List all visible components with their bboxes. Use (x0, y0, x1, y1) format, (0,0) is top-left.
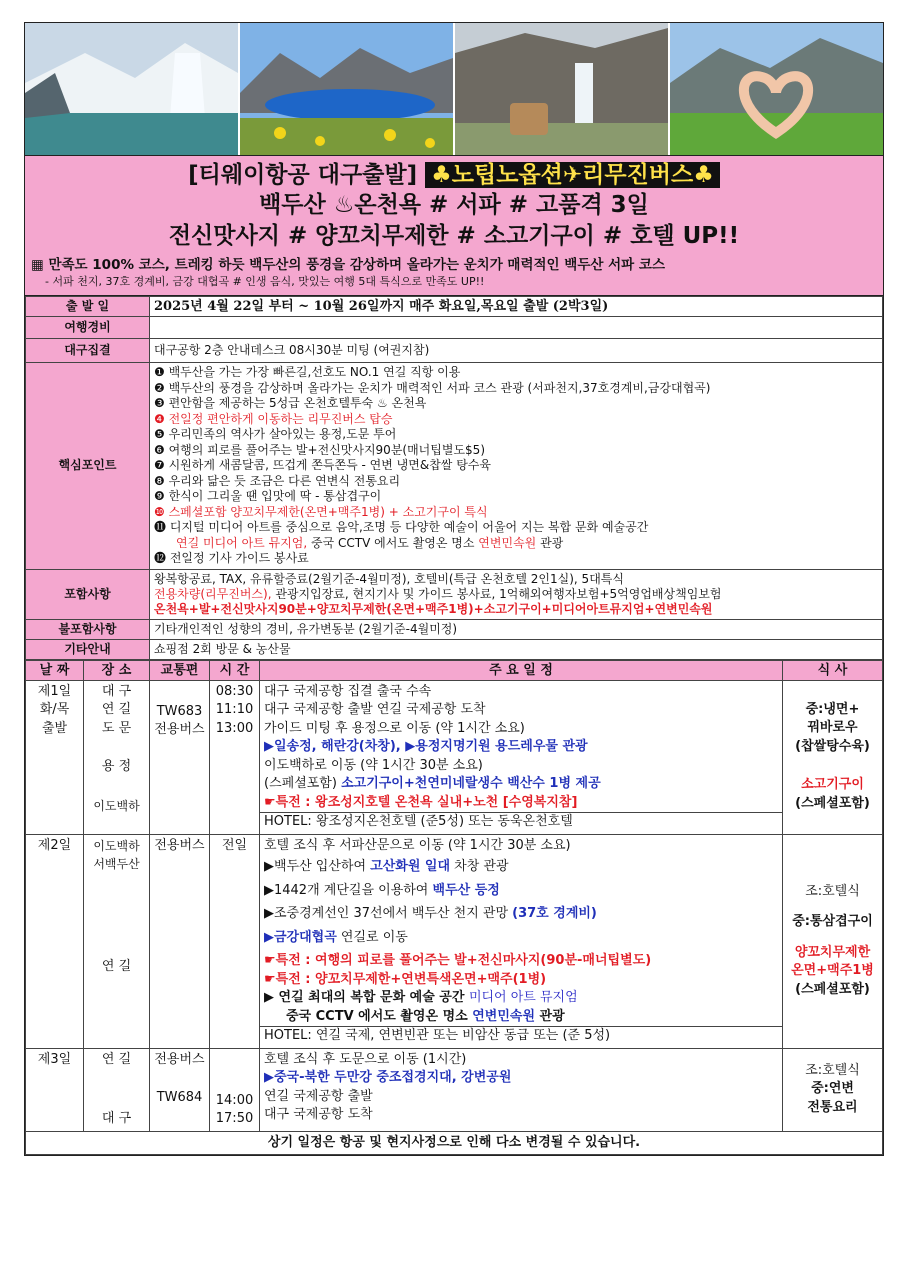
meal-text: (스페셜포함) (795, 981, 870, 997)
limo-bus-text: 전용차량(리무진버스), (154, 586, 272, 601)
included-line (154, 587, 878, 602)
no-tip-option-badge: ♣노팁노옵션✈리무진버스♣ (425, 162, 720, 188)
special-included-text: (스페셜포함) (264, 776, 342, 791)
departure-label: 출 발 일 (26, 297, 150, 317)
itinerary-item: 호텔 조식 후 서파산문으로 이동 (약 1시간 30분 소요) (264, 837, 571, 853)
course-highlights: - 서파 천지, 37호 경계비, 금강 대협곡 # 인생 음식, 맛있는 여행 5대 특식으로 만족도 UP!! (45, 275, 485, 288)
key-point: ❿ 스페셜포함 양꼬치무제한(온면+맥주1병) + 소고기구이 특식 (154, 504, 488, 519)
title-line-3: 전신맛사지 # 양꼬치무제한 # 소고기구이 # 호텔 UP!! (168, 223, 740, 249)
course-summary: ▦ 만족도 100% 코스, 트레킹 하듯 백두산의 풍경을 감상하며 올라가는 운치가 매력적인 백두산 서파 코스 (31, 257, 665, 273)
place-text: 용 정 (101, 759, 132, 774)
key-point: ❾ 한식이 그리울 땐 입맛에 딱 - 통삼겹구이 (154, 489, 382, 503)
included-special: 온천욕+발+전신맛사지90분+양꼬치무제한(온면+맥주1병)+소고기구이+미디어아트뮤지엄+연변민속원 (154, 601, 713, 616)
meal-text: 중:냉면+ (805, 701, 860, 717)
itinerary-item (264, 929, 778, 948)
place-text: 연 길 (101, 958, 132, 974)
day-3-times (210, 1048, 260, 1131)
itinerary-item: 대구 국제공항 집결 출국 수속 (264, 683, 432, 699)
key-point-continued (154, 536, 878, 552)
culture-space-text: ▶ 연길 최대의 복합 문화 예술 공간 (264, 990, 469, 1005)
excluded-label: 불포함사항 (26, 619, 150, 639)
key-point: ❺ 우리민족의 역사가 살아있는 용정,도문 투어 (154, 427, 397, 441)
day-1-itinerary (260, 680, 783, 834)
stairs-text: ▶1442개 계단길을 이용하여 (264, 882, 433, 898)
day-3-meal (783, 1048, 883, 1131)
tour-text: 관광 (536, 535, 564, 550)
day-3-transport (150, 1048, 210, 1131)
hotel-text: HOTEL: 왕조성지온천호텔 (준5성) 또는 동욱온천호텔 (260, 812, 782, 832)
cost-value (150, 317, 883, 339)
photo-strip (25, 23, 883, 156)
meal-text: 꿔바로우 (807, 720, 858, 736)
place-text: 대 구 (101, 1111, 132, 1126)
meal-text: 양꼬치무제한 (794, 944, 871, 960)
spacer (154, 1069, 205, 1089)
meal-text: 중:연변 (811, 1081, 854, 1097)
media-art-museum-text: 연길 미디어 아트 뮤지엄, (176, 535, 308, 550)
place-text: 이도백하 (93, 838, 140, 853)
included-label: 포함사항 (26, 569, 150, 619)
key-point: ⓬ 전일정 기사 가이드 봉사료 (154, 551, 309, 565)
day-3-itinerary (260, 1048, 783, 1131)
window-view-text: 차창 관광 (450, 859, 509, 874)
beef-bbq-text: 소고기구이+천연미네랄생수 백산수 1병 제공 (341, 776, 601, 791)
day-2-transport: 전용버스 (150, 834, 210, 1048)
key-points-list (150, 363, 883, 570)
day-2-itinerary (260, 834, 783, 1048)
airline-departure-text: [티웨이항공 대구출발] (188, 162, 418, 188)
spacer (787, 901, 878, 913)
itinerary-item (264, 858, 778, 877)
border-line-text: ▶조중경계선인 37선에서 백두산 천지 관망 (264, 906, 513, 921)
key-point: ❶ 백두산을 가는 가장 빠른길,선호도 NO.1 연길 직항 이용 (154, 365, 461, 379)
schedule-table (25, 660, 883, 1156)
spacer (787, 932, 878, 944)
date-text: 출발 (41, 720, 68, 736)
folk-village-text: 연변민속원 (472, 1008, 536, 1024)
itinerary-special-item: ☛특전 : 왕조성지호텔 온천욕 실내+노천 [수영복지참] (264, 794, 578, 810)
day-1-row (26, 680, 883, 834)
etc-value: 쇼핑점 2회 방문 & 농산물 (150, 639, 883, 659)
time-text: 13:00 (215, 720, 254, 736)
title-line-1 (31, 160, 877, 190)
spacer (88, 777, 145, 797)
title-line-2: 백두산 ♨온천욕 # 서파 # 고품격 3일 (259, 192, 649, 218)
itinerary-item (264, 775, 778, 794)
spacer (214, 1051, 255, 1092)
meal-text: 조:호텔식 (805, 883, 860, 899)
cctv-text: 중국 CCTV 에서도 촬영온 명소 (286, 1008, 473, 1024)
move-yanji-text: 연길로 이동 (336, 929, 408, 945)
folk-village-text: 연변민속원 (478, 535, 537, 550)
key-point: ❻ 여행의 피로를 풀어주는 발+전신맛사지90분(매너팁별도$5) (154, 442, 485, 457)
etc-label: 기타안내 (26, 639, 150, 659)
itinerary-item: 호텔 조식 후 도문으로 이동 (1시간) (264, 1051, 467, 1067)
meal-text: (찹쌀탕수육) (795, 738, 870, 754)
meeting-label: 대구집결 (26, 339, 150, 363)
itinerary-item: ▶중국-북한 두만강 중조접경지대, 강변공원 (264, 1070, 512, 1085)
transport-text: 전용버스 (154, 722, 205, 737)
itinerary-special-item: ☛특전 : 양꼬치무제한+연변특색온면+맥주(1병) (264, 971, 547, 987)
day-1-times (210, 680, 260, 834)
header-meal: 식 사 (783, 660, 883, 680)
itinerary-item: 연길 국제공항 출발 (264, 1088, 373, 1104)
heaven-lake-photo (240, 23, 453, 155)
day-3-date: 제3일 (26, 1048, 84, 1131)
day-2-row (26, 834, 883, 1048)
place-text: 연 길 (101, 702, 132, 717)
day-2-date: 제2일 (26, 834, 84, 1048)
key-point: ❷ 백두산의 풍경을 감상하며 올라가는 운치가 매력적인 서파 코스 관광 (서파천지,37호경계비,금강대협곡) (154, 380, 711, 395)
meal-text: (스페셜포함) (795, 795, 870, 811)
hotel-text: HOTEL: 연길 국제, 연변빈관 또는 비암산 동급 또는 (준 5성) (260, 1026, 782, 1046)
day-3-places (84, 1048, 150, 1131)
included-extra: 관광지입장료, 현지기사 및 가이드 봉사료, 1억해외여행자보험+5억영업배상책임보험 (271, 586, 722, 601)
cctv-text: 중국 CCTV 에서도 촬영온 명소 (307, 535, 479, 550)
day-2-meal (783, 834, 883, 1048)
itinerary-item (264, 905, 778, 924)
meal-text: 전통요리 (807, 1099, 858, 1115)
summit-text: 백두산 등정 (432, 882, 500, 898)
place-text: 도 문 (101, 720, 132, 736)
ascent-text: ▶백두산 입산하여 (264, 859, 371, 874)
key-points-label: 핵심포인트 (26, 363, 150, 570)
tour-text: 관광 (535, 1008, 565, 1024)
flight-number: TW683 (156, 703, 203, 719)
day-1-meal (783, 680, 883, 834)
itinerary-special-item: ☛특전 : 여행의 피로를 풀어주는 발+전신마사지(90분-매너팁별도) (264, 953, 652, 968)
title-banner (25, 156, 883, 296)
included-line: 왕복항공료, TAX, 유류할증료(2월기준-4월미정), 호텔비(특급 온천호텔 2인1실), 5대특식 (154, 571, 624, 586)
excluded-value: 기타개인적인 성향의 경비, 유가변동분 (2월기준-4월미정) (150, 619, 883, 639)
boundary-marker-text: (37호 경계비) (512, 906, 597, 921)
meal-text: 중:통삼겹구이 (792, 914, 873, 930)
departure-value: 2025년 4월 22일 부터 ~ 10월 26일까지 매주 화요일,목요일 출발 (2박3일) (150, 297, 883, 317)
header-date: 날 짜 (26, 660, 84, 680)
meeting-value: 대구공항 2층 안내데스크 08시30분 미팅 (여권지참) (150, 339, 883, 363)
time-text: 14:00 (215, 1092, 254, 1108)
included-value (150, 569, 883, 619)
brochure (24, 22, 884, 1156)
time-text: 17:50 (215, 1111, 254, 1126)
header-transport: 교통편 (150, 660, 210, 680)
flight-number: TW684 (156, 1090, 203, 1105)
heart-hands-photo (670, 23, 883, 155)
header-place: 장 소 (84, 660, 150, 680)
info-table (25, 296, 883, 660)
spacer (88, 738, 145, 758)
itinerary-item: 이도백하로 이동 (약 1시간 30분 소요) (264, 757, 483, 773)
itinerary-item (264, 1008, 778, 1027)
alpine-garden-text: 고산화원 일대 (370, 859, 451, 874)
spacer (154, 683, 205, 703)
spacer (787, 756, 878, 776)
day-2-time: 전일 (210, 834, 260, 1048)
place-text: 대 구 (101, 683, 132, 699)
key-point: ❼ 시원하게 새콤달콤, 뜨겁게 쫀득쫀득 - 연변 냉면&찹쌀 탕수육 (154, 458, 491, 472)
transport-text: 전용버스 (154, 1051, 205, 1067)
day-1-transport (150, 680, 210, 834)
itinerary-item: 가이드 미팅 후 용정으로 이동 (약 1시간 소요) (264, 720, 525, 736)
itinerary-item (264, 882, 778, 901)
meal-text: 조:호텔식 (805, 1062, 860, 1078)
media-art-museum-text: 미디어 아트 뮤지엄 (468, 990, 578, 1005)
spacer (88, 1069, 145, 1110)
spacer (88, 874, 145, 958)
header-itinerary: 주 요 일 정 (260, 660, 783, 680)
winter-waterfall-photo (25, 23, 238, 155)
day-1-places (84, 680, 150, 834)
meal-text: 소고기구이 (801, 777, 864, 793)
day-2-places (84, 834, 150, 1048)
schedule-footer-note: 상기 일정은 항공 및 현지사정으로 인해 다소 변경될 수 있습니다. (26, 1131, 883, 1155)
itinerary-item: 대구 국제공항 도착 (264, 1107, 373, 1122)
meal-text: 온면+맥주1병 (791, 963, 874, 979)
time-text: 08:30 (215, 683, 254, 699)
key-point: ❹ 전일정 편안하게 이동하는 리무진버스 탑승 (154, 411, 393, 426)
key-point: ⓫ 디지털 미디어 아트를 중심으로 음악,조명 등 다양한 예술이 어울어 지는 복합 문화 예술공간 (154, 520, 649, 534)
day-1-date (26, 680, 84, 834)
place-text: 서백두산 (93, 857, 140, 871)
grand-canyon-text: ▶금강대협곡 (264, 929, 337, 945)
itinerary-item: 대구 국제공항 출발 연길 국제공항 도착 (264, 702, 486, 717)
key-point: ❸ 편안함을 제공하는 5성급 온천호텔투숙 ♨ 온천욕 (154, 396, 427, 410)
header-time: 시 간 (210, 660, 260, 680)
date-text: 제1일 (37, 683, 72, 699)
itinerary-item (264, 989, 778, 1008)
day-3-row (26, 1048, 883, 1131)
waterfall-photo (455, 23, 668, 155)
place-text: 연 길 (101, 1051, 132, 1067)
place-text: 이도백하 (93, 798, 140, 813)
key-point: ❽ 우리와 닮은 듯 조금은 다른 연변식 전통요리 (154, 473, 401, 488)
itinerary-item: ▶일송정, 해란강(차창), ▶용정지명기원 용드레우물 관광 (264, 739, 588, 754)
time-text: 11:10 (215, 702, 254, 717)
date-text: 화/목 (39, 702, 70, 717)
cost-label: 여행경비 (26, 317, 150, 339)
